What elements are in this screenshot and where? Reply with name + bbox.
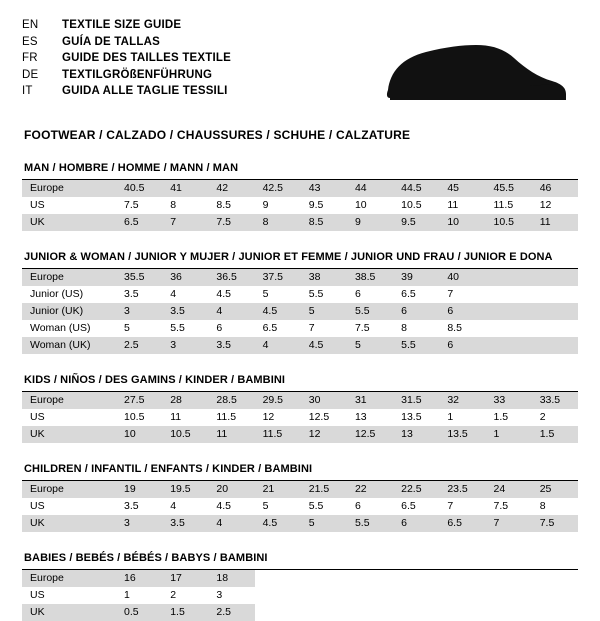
cell: 5 xyxy=(301,303,347,320)
cell: 4 xyxy=(162,498,208,515)
cell: 22.5 xyxy=(393,481,439,498)
cell: 1.5 xyxy=(486,409,532,426)
cell: 8.5 xyxy=(208,197,254,214)
cell: 2 xyxy=(162,587,208,604)
cell-empty xyxy=(439,587,485,604)
cell-empty xyxy=(393,587,439,604)
cell: 44 xyxy=(347,180,393,197)
table-row xyxy=(22,604,578,621)
cell: 36.5 xyxy=(208,269,254,286)
cell: 21 xyxy=(255,481,301,498)
cell: 5.5 xyxy=(347,515,393,532)
cell-empty xyxy=(301,570,347,587)
section-title: BABIES / BEBÉS / BÉBÉS / BABYS / BAMBINI xyxy=(24,552,268,564)
table-row xyxy=(22,570,578,587)
cell: 29.5 xyxy=(255,392,301,409)
dress-shoe-icon xyxy=(380,32,570,112)
table-row xyxy=(22,180,578,197)
cell: 4.5 xyxy=(301,337,347,354)
language-row xyxy=(22,51,231,68)
cell: 9 xyxy=(255,197,301,214)
cell: 6.5 xyxy=(393,498,439,515)
cell: 6.5 xyxy=(255,320,301,337)
cell: 11 xyxy=(532,214,578,231)
cell: 10 xyxy=(116,426,162,443)
row-label: Europe xyxy=(22,180,116,197)
row-label: UK xyxy=(22,515,116,532)
cell: 3.5 xyxy=(116,498,162,515)
cell-empty xyxy=(486,587,532,604)
cell: 10 xyxy=(439,214,485,231)
cell: 44.5 xyxy=(393,180,439,197)
cell: 12.5 xyxy=(347,426,393,443)
cell: 5.5 xyxy=(162,320,208,337)
cell: 18 xyxy=(208,570,254,587)
cell: 33 xyxy=(486,392,532,409)
language-row xyxy=(22,84,231,101)
row-label: UK xyxy=(22,214,116,231)
section-kids xyxy=(22,374,578,443)
cell: 13 xyxy=(393,426,439,443)
cell: 13 xyxy=(347,409,393,426)
cell: 11 xyxy=(439,197,485,214)
cell: 11.5 xyxy=(486,197,532,214)
cell: 46 xyxy=(532,180,578,197)
cell: 38.5 xyxy=(347,269,393,286)
row-label: Europe xyxy=(22,392,116,409)
cell: 9.5 xyxy=(393,214,439,231)
cell: 10.5 xyxy=(116,409,162,426)
cell: 11 xyxy=(208,426,254,443)
cell: 5.5 xyxy=(347,303,393,320)
cell-empty xyxy=(301,587,347,604)
cell-empty xyxy=(532,587,578,604)
cell: 6 xyxy=(208,320,254,337)
cell: 8 xyxy=(393,320,439,337)
cell: 7 xyxy=(439,286,485,303)
cell: 32 xyxy=(439,392,485,409)
row-label: UK xyxy=(22,426,116,443)
cell: 5 xyxy=(255,286,301,303)
cell: 4.5 xyxy=(208,286,254,303)
cell: 5 xyxy=(301,515,347,532)
cell: 5.5 xyxy=(301,498,347,515)
section-title: CHILDREN / INFANTIL / ENFANTS / KINDER / BAMBINI xyxy=(24,463,313,475)
cell: 24 xyxy=(486,481,532,498)
cell-empty xyxy=(255,587,301,604)
cell: 6 xyxy=(347,286,393,303)
cell: 12 xyxy=(532,197,578,214)
cell: 1.5 xyxy=(162,604,208,621)
table-row xyxy=(22,337,578,354)
cell: 40 xyxy=(439,269,485,286)
cell: 40.5 xyxy=(116,180,162,197)
table-row xyxy=(22,481,578,498)
cell: 4.5 xyxy=(255,303,301,320)
table-row xyxy=(22,409,578,426)
cell-empty xyxy=(486,604,532,621)
row-label: Europe xyxy=(22,481,116,498)
cell-empty xyxy=(393,570,439,587)
language-text: TEXTILE SIZE GUIDE xyxy=(62,19,182,31)
cell: 1.5 xyxy=(532,426,578,443)
cell: 20 xyxy=(208,481,254,498)
size-table xyxy=(22,570,578,621)
table-row xyxy=(22,587,578,604)
cell: 5 xyxy=(116,320,162,337)
cell: 3.5 xyxy=(208,337,254,354)
cell: 7.5 xyxy=(486,498,532,515)
cell: 12.5 xyxy=(301,409,347,426)
cell: 3.5 xyxy=(162,515,208,532)
cell: 4 xyxy=(208,515,254,532)
cell: 43 xyxy=(301,180,347,197)
section-man xyxy=(22,162,578,231)
cell: 4.5 xyxy=(255,515,301,532)
size-table xyxy=(22,392,578,443)
cell-empty xyxy=(439,570,485,587)
cell: 28.5 xyxy=(208,392,254,409)
table-row xyxy=(22,320,578,337)
cell: 13.5 xyxy=(393,409,439,426)
cell xyxy=(486,286,532,303)
cell: 8 xyxy=(532,498,578,515)
cell: 7.5 xyxy=(347,320,393,337)
cell: 1 xyxy=(439,409,485,426)
cell: 4 xyxy=(255,337,301,354)
cell-empty xyxy=(347,587,393,604)
cell: 39 xyxy=(393,269,439,286)
cell xyxy=(532,337,578,354)
cell: 0.5 xyxy=(116,604,162,621)
table-row xyxy=(22,197,578,214)
table-row xyxy=(22,269,578,286)
cell: 2.5 xyxy=(116,337,162,354)
cell: 45 xyxy=(439,180,485,197)
table-row xyxy=(22,214,578,231)
table-row xyxy=(22,515,578,532)
cell xyxy=(486,269,532,286)
cell: 6 xyxy=(439,337,485,354)
row-label: US xyxy=(22,197,116,214)
cell: 6 xyxy=(393,515,439,532)
cell: 3 xyxy=(116,515,162,532)
cell: 41 xyxy=(162,180,208,197)
size-table xyxy=(22,269,578,354)
cell: 4 xyxy=(208,303,254,320)
row-label: Europe xyxy=(22,570,116,587)
cell: 7.5 xyxy=(532,515,578,532)
cell: 6.5 xyxy=(439,515,485,532)
language-row xyxy=(22,68,231,85)
cell: 8 xyxy=(162,197,208,214)
cell xyxy=(486,337,532,354)
section-title: JUNIOR & WOMAN / JUNIOR Y MUJER / JUNIOR ET FEMME / JUNIOR UND FRAU / JUNIOR E DONA xyxy=(24,251,553,263)
cell-empty xyxy=(532,570,578,587)
row-label: Europe xyxy=(22,269,116,286)
language-text: GUIDA ALLE TAGLIE TESSILI xyxy=(62,85,228,97)
cell: 23.5 xyxy=(439,481,485,498)
cell: 30 xyxy=(301,392,347,409)
row-label: US xyxy=(22,409,116,426)
cell: 7.5 xyxy=(116,197,162,214)
cell-empty xyxy=(347,570,393,587)
cell: 7 xyxy=(301,320,347,337)
cell xyxy=(532,269,578,286)
table-row xyxy=(22,426,578,443)
cell: 33.5 xyxy=(532,392,578,409)
language-text: GUÍA DE TALLAS xyxy=(62,35,160,48)
cell: 5 xyxy=(255,498,301,515)
cell: 22 xyxy=(347,481,393,498)
cell: 3 xyxy=(162,337,208,354)
row-label: Junior (UK) xyxy=(22,303,116,320)
cell: 19.5 xyxy=(162,481,208,498)
cell: 42 xyxy=(208,180,254,197)
cell-empty xyxy=(439,604,485,621)
language-row xyxy=(22,35,231,52)
cell: 45.5 xyxy=(486,180,532,197)
cell-empty xyxy=(532,604,578,621)
cell: 8.5 xyxy=(439,320,485,337)
cell: 12 xyxy=(255,409,301,426)
cell: 42.5 xyxy=(255,180,301,197)
cell: 6 xyxy=(439,303,485,320)
language-text: GUIDE DES TAILLES TEXTILE xyxy=(62,52,231,64)
cell: 2 xyxy=(532,409,578,426)
cell: 5.5 xyxy=(301,286,347,303)
cell: 35.5 xyxy=(116,269,162,286)
cell: 8 xyxy=(255,214,301,231)
cell: 4 xyxy=(162,286,208,303)
table-row xyxy=(22,286,578,303)
cell: 6 xyxy=(393,303,439,320)
language-code: FR xyxy=(22,52,38,64)
table-row xyxy=(22,392,578,409)
cell: 10.5 xyxy=(393,197,439,214)
size-table xyxy=(22,180,578,231)
cell: 36 xyxy=(162,269,208,286)
language-list xyxy=(22,18,231,101)
cell xyxy=(486,303,532,320)
language-code: DE xyxy=(22,68,39,81)
cell: 10 xyxy=(347,197,393,214)
cell xyxy=(486,320,532,337)
cell-empty xyxy=(301,604,347,621)
row-label: Woman (US) xyxy=(22,320,116,337)
cell: 1 xyxy=(116,587,162,604)
cell xyxy=(532,320,578,337)
cell: 9.5 xyxy=(301,197,347,214)
cell: 3 xyxy=(116,303,162,320)
cell: 7 xyxy=(486,515,532,532)
cell: 10.5 xyxy=(162,426,208,443)
row-label: US xyxy=(22,498,116,515)
category-title: FOOTWEAR / CALZADO / CHAUSSURES / SCHUHE / CALZATURE xyxy=(24,128,411,142)
header xyxy=(22,18,578,118)
row-label: US xyxy=(22,587,116,604)
cell: 11.5 xyxy=(208,409,254,426)
cell: 9 xyxy=(347,214,393,231)
cell: 28 xyxy=(162,392,208,409)
section-title: MAN / HOMBRE / HOMME / MANN / MAN xyxy=(24,162,239,174)
cell: 3.5 xyxy=(116,286,162,303)
cell xyxy=(532,286,578,303)
cell: 5 xyxy=(347,337,393,354)
cell: 19 xyxy=(116,481,162,498)
cell: 13.5 xyxy=(439,426,485,443)
cell: 11.5 xyxy=(255,426,301,443)
cell-empty xyxy=(255,570,301,587)
cell: 6.5 xyxy=(393,286,439,303)
cell: 6.5 xyxy=(116,214,162,231)
cell: 38 xyxy=(301,269,347,286)
cell: 4.5 xyxy=(208,498,254,515)
cell: 11 xyxy=(162,409,208,426)
row-label: Woman (UK) xyxy=(22,337,116,354)
cell: 25 xyxy=(532,481,578,498)
cell-empty xyxy=(393,604,439,621)
cell: 7 xyxy=(439,498,485,515)
row-label: Junior (US) xyxy=(22,286,116,303)
row-label: UK xyxy=(22,604,116,621)
cell: 7 xyxy=(162,214,208,231)
language-row xyxy=(22,18,231,35)
cell: 10.5 xyxy=(486,214,532,231)
cell: 12 xyxy=(301,426,347,443)
cell xyxy=(532,303,578,320)
cell: 2.5 xyxy=(208,604,254,621)
cell-empty xyxy=(347,604,393,621)
section-children xyxy=(22,463,578,532)
cell: 3.5 xyxy=(162,303,208,320)
cell: 31 xyxy=(347,392,393,409)
section-junior-woman xyxy=(22,251,578,354)
cell: 21.5 xyxy=(301,481,347,498)
cell: 16 xyxy=(116,570,162,587)
cell: 1 xyxy=(486,426,532,443)
table-row xyxy=(22,303,578,320)
cell: 5.5 xyxy=(393,337,439,354)
cell: 31.5 xyxy=(393,392,439,409)
section-babies xyxy=(22,552,578,621)
language-code: ES xyxy=(22,35,38,48)
cell: 7.5 xyxy=(208,214,254,231)
cell: 6 xyxy=(347,498,393,515)
language-text: TEXTILGRÖßENFÜHRUNG xyxy=(62,68,213,81)
cell-empty xyxy=(255,604,301,621)
cell: 27.5 xyxy=(116,392,162,409)
cell-empty xyxy=(486,570,532,587)
section-title: KIDS / NIÑOS / DES GAMINS / KINDER / BAMBINI xyxy=(24,374,286,386)
language-code: EN xyxy=(22,19,39,31)
cell: 3 xyxy=(208,587,254,604)
cell: 17 xyxy=(162,570,208,587)
size-table xyxy=(22,481,578,532)
cell: 37.5 xyxy=(255,269,301,286)
cell: 8.5 xyxy=(301,214,347,231)
language-code: IT xyxy=(22,85,33,97)
table-row xyxy=(22,498,578,515)
